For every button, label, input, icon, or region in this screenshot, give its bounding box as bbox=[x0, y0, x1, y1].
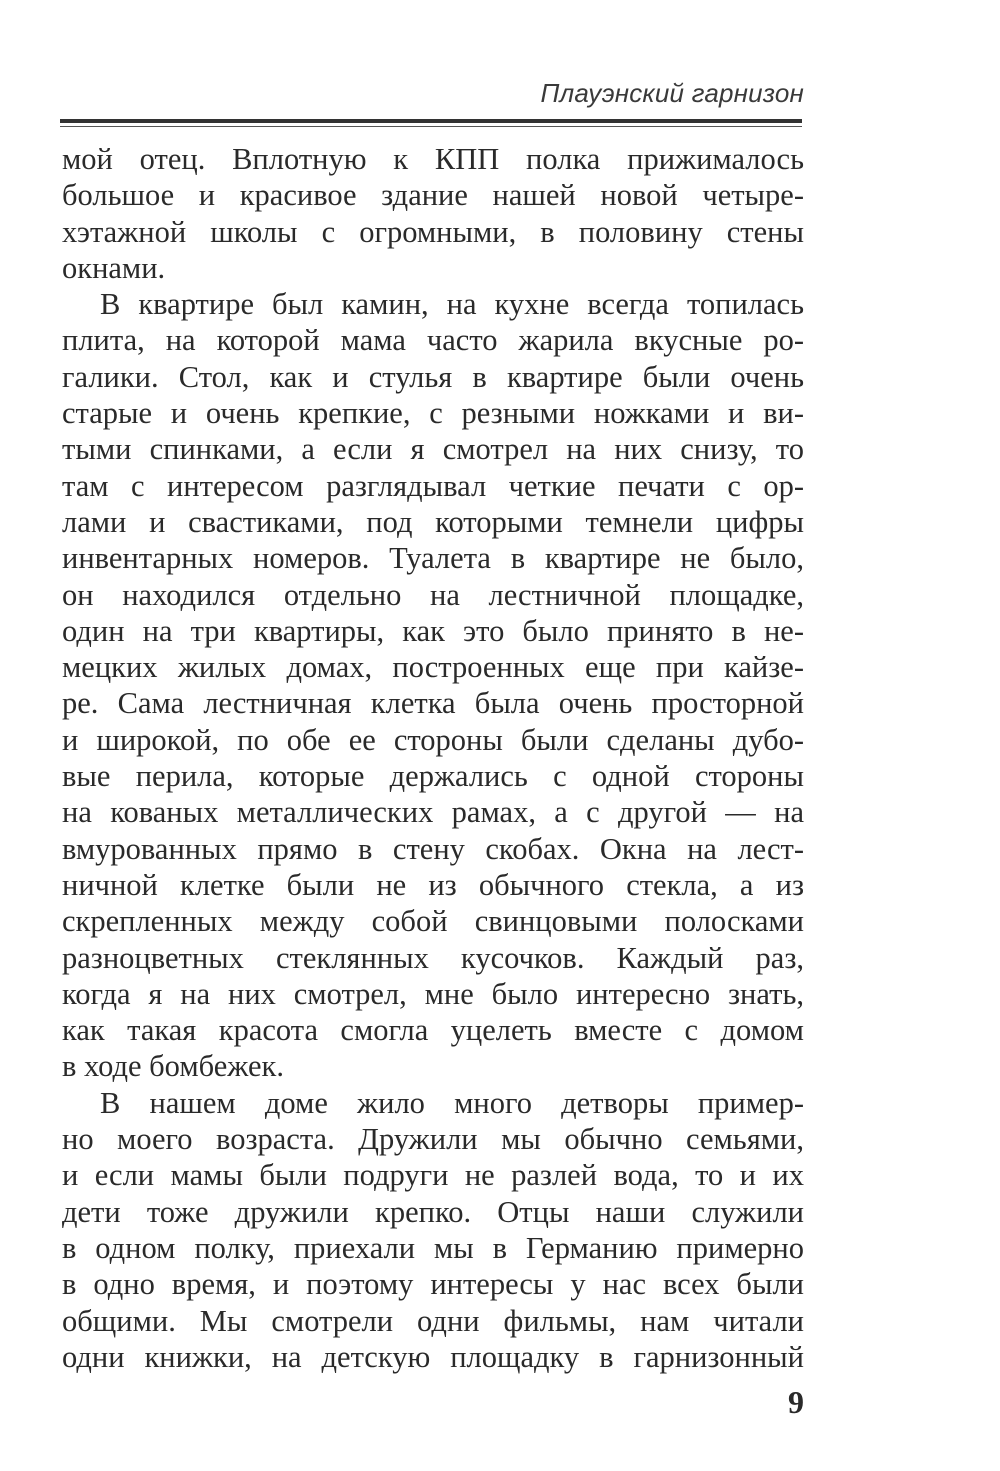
body-text bbox=[62, 141, 804, 1375]
text-line: в ходе бомбежек. bbox=[62, 1049, 284, 1084]
text-line: в одно время, и поэтому интересы у нас всех были bbox=[62, 1267, 804, 1302]
text-line: общими. Мы смотрели одни фильмы, нам читали bbox=[62, 1303, 804, 1338]
text-line: один на три квартиры, как это было принято в не- bbox=[62, 613, 804, 648]
text-line: вые перила, которые держались с одной стороны bbox=[62, 759, 804, 794]
text-line: плита, на которой мама часто жарила вкусные ро- bbox=[62, 323, 804, 358]
text-line: галики. Стол, как и стулья в квартире были очень bbox=[62, 359, 804, 394]
text-line: вмурованных прямо в стену скобах. Окна на лест- bbox=[62, 831, 804, 866]
text-line: В квартире был камин, на кухне всегда топилась bbox=[100, 287, 804, 322]
text-line: лами и свастиками, под которыми темнели цифры bbox=[62, 504, 804, 539]
text-line: там с интересом разглядывал четкие печати с ор- bbox=[62, 468, 804, 503]
text-line: на кованых металлических рамах, а с другой — на bbox=[62, 795, 804, 830]
text-line: большое и красивое здание нашей новой четыре- bbox=[62, 178, 804, 213]
running-head-title: Плауэнский гарнизон bbox=[540, 78, 804, 108]
text-line: как такая красота смогла уцелеть вместе с домом bbox=[62, 1013, 804, 1048]
text-line: ре. Сама лестничная клетка была очень просторной bbox=[62, 686, 804, 721]
text-line: скрепленных между собой свинцовыми полосками bbox=[62, 904, 804, 939]
header-rule-thin bbox=[60, 126, 802, 127]
text-line: окнами. bbox=[62, 250, 166, 285]
header-rule-thick bbox=[60, 119, 802, 123]
text-line: и широкой, по обе ее стороны были сделаны дубо- bbox=[62, 722, 804, 757]
text-line: разноцветных стеклянных кусочков. Каждый раз, bbox=[62, 940, 804, 975]
text-line: инвентарных номеров. Туалета в квартире не было, bbox=[62, 541, 804, 576]
text-line: и если мамы были подруги не разлей вода, то и их bbox=[62, 1158, 804, 1193]
text-line: старые и очень крепкие, с резными ножками и ви- bbox=[62, 396, 804, 431]
text-line: но моего возраста. Дружили мы обычно семьями, bbox=[62, 1122, 804, 1157]
text-line: он находился отдельно на лестничной площадке, bbox=[62, 577, 804, 612]
text-line: ничной клетке были не из обычного стекла, а из bbox=[62, 867, 804, 902]
text-line: одни книжки, на детскую площадку в гарнизонный bbox=[62, 1339, 804, 1374]
text-line: тыми спинками, а если я смотрел на них снизу, то bbox=[62, 432, 804, 467]
text-line: дети тоже дружили крепко. Отцы наши служили bbox=[62, 1194, 804, 1229]
text-line: в одном полку, приехали мы в Германию примерно bbox=[62, 1230, 804, 1265]
page-number: 9 bbox=[788, 1384, 804, 1420]
text-line: мой отец. Вплотную к КПП полка прижималось bbox=[62, 142, 804, 176]
text-line: когда я на них смотрел, мне было интересно знать, bbox=[62, 976, 804, 1011]
text-line: мецких жилых домах, построенных еще при кайзе- bbox=[62, 650, 804, 685]
text-line: хэтажной школы с огромными, в половину стены bbox=[62, 214, 804, 249]
text-line: В нашем доме жило много детворы пример- bbox=[100, 1085, 804, 1120]
